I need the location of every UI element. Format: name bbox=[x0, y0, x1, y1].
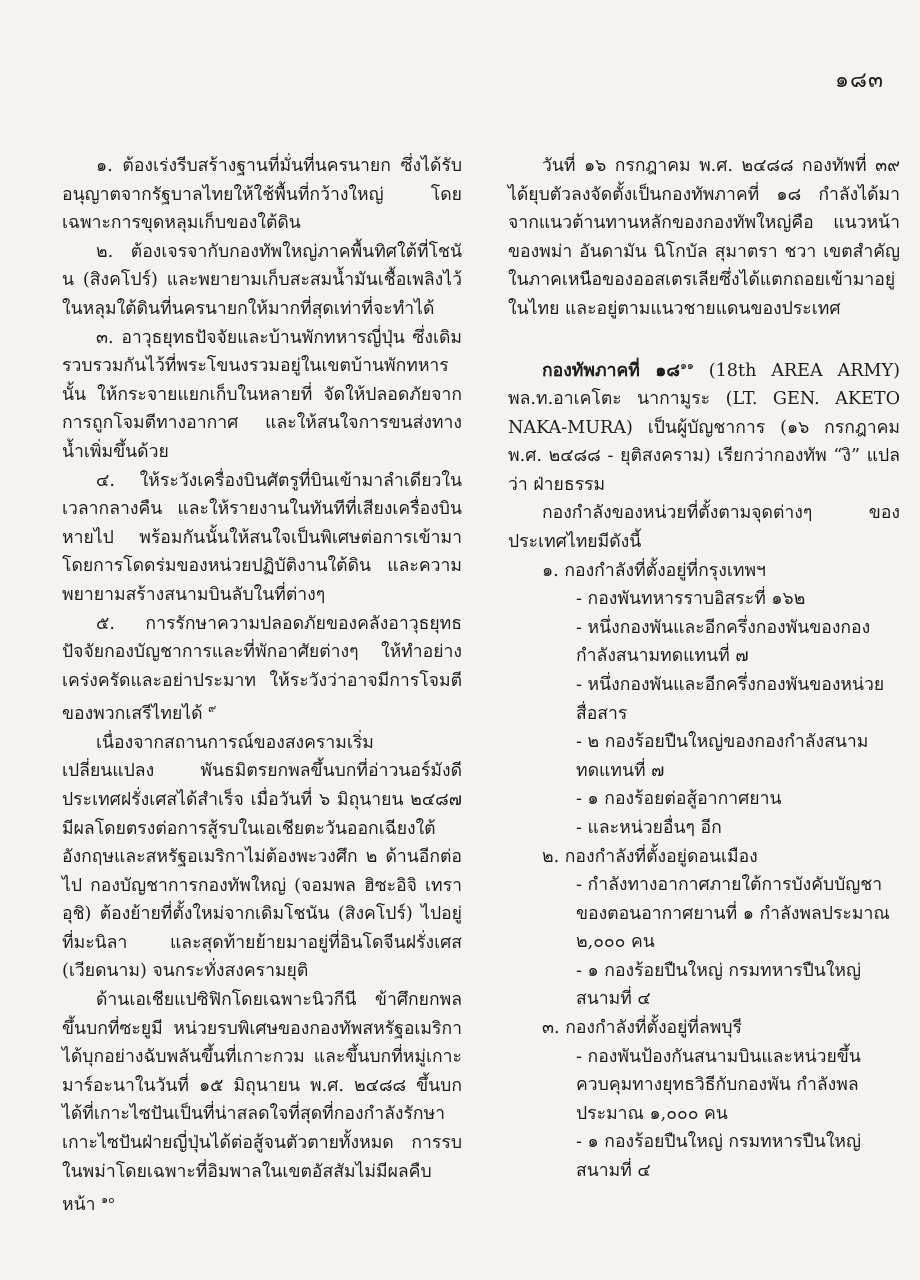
s2-item-1: - กำลังทางอากาศภายใต้การบังคับบัญชาของตอนอากาศยานที่ ๑ กำลังพลประมาณ ๒,๐๐๐ คน bbox=[576, 875, 890, 953]
list-item-5 bbox=[62, 610, 462, 729]
list-item-3: ๓. อาวุธยุทธปัจจัยและบ้านพักทหารญี่ปุ่น ซึ่งเดิมรวบรวมกันไว้ที่พระโขนงรวมอยู่ในเขตบ้านพักทหารนั้น ให้กระจายแยกเก็บในหลายที่ จัดให้ปลอดภัยจากการถูกโจมตีทางอากาศ และให้สนใจการขนส่งทางน้ำเพิ่มขึ้นด้วย bbox=[62, 327, 462, 462]
s2-item-2: - ๑ กองร้อยปืนใหญ่ กรมทหารปืนใหญ่สนามที่ ๔ bbox=[576, 960, 861, 1010]
footnote-mark-9: ๙ bbox=[208, 702, 217, 716]
section-3-title: ๓. กองกำลังที่ตั้งอยู่ที่ลพบุรี bbox=[542, 1018, 743, 1039]
section-heading: กองทัพภาคที่ ๑๘ bbox=[542, 359, 680, 381]
s1-item-5: - ๑ กองร้อยต่อสู้อากาศยาน bbox=[576, 789, 782, 810]
section-2-title: ๒. กองกำลังที่ตั้งอยู่ดอนเมือง bbox=[542, 846, 758, 867]
right-column bbox=[508, 152, 900, 1186]
s1-item-1: - กองพันทหารราบอิสระที่ ๑๖๒ bbox=[576, 589, 806, 610]
s3-item-1: - กองพันป้องกันสนามบินและหน่วยขึ้นควบคุมทางยุทธวิธีกับกองพัน กำลังพลประมาณ ๑,๐๐๐ คน bbox=[576, 1046, 861, 1124]
list-item-2: ๒. ต้องเจรจากับกองทัพใหญ่ภาคพื้นทิศใต้ที่โชนัน (สิงคโปร์) และพยายามเก็บสะสมน้ำมันเชื้อเพลิงไว้ในหลุมใต้ดินที่นครนายกให้มากที่สุดเท่าที่จะทำได้ bbox=[62, 241, 462, 319]
heading-text: (18th AREA ARMY) พล.ท.อาเคโตะ นากามูระ (LT. GEN. AKETO NAKA-MURA) เป็นผู้บัญชาการ (๑๖ กรกฎาคม พ.ศ. ๒๔๘๘ - ยุติสงคราม) เรียกว่ากองทัพ “งิ” แปลว่า ฝ่ายธรรม bbox=[508, 360, 900, 495]
list-item-1: ๑. ต้องเร่งรีบสร้างฐานที่มั่นที่นครนายก ซึ่งได้รับอนุญาตจากรัฐบาลไทยให้ใช้พื้นที่กว้างใหญ่ โดยเฉพาะการขุดหลุมเก็บของใต้ดิน bbox=[62, 156, 462, 234]
s3-item-2: - ๑ กองร้อยปืนใหญ่ กรมทหารปืนใหญ่สนามที่ ๔ bbox=[576, 1132, 861, 1182]
page-number: ๑๘๓ bbox=[835, 68, 884, 93]
spacer bbox=[508, 324, 900, 352]
body-paragraph-1: เนื่องจากสถานการณ์ของสงครามเริ่มเปลี่ยนแปลง พันธมิตรยกพลขึ้นบกที่อ่าวนอร์มังดีประเทศฝรั่งเศสได้สำเร็จ เมื่อวันที่ ๖ มิถุนายน ๒๔๘๗ มีผลโดยตรงต่อการสู้รบในเอเชียตะวันออกเฉียงใต้ อังกฤษและสหรัฐอเมริกาไม่ต้องพะวงศึก ๒ ด้านอีกต่อไป กองบัญชาการกองทัพใหญ่ (จอมพล ฮิซะอิจิ เทราอุชิ) ต้องย้ายที่ตั้งใหม่จากเดิมโชนัน (สิงคโปร์) ไปอยู่ที่มะนิลา และสุดท้ายย้ายมาอยู่ที่อินโดจีนฝรั่งเศส (เวียดนาม) จนกระทั่งสงครามยุติ bbox=[62, 732, 462, 982]
section-heading-paragraph bbox=[508, 352, 900, 500]
list-item-5-text: ๕. การรักษาความปลอดภัยของคลังอาวุธยุทธปัจจัยกองบัญชาการและที่พักอาศัยต่างๆ ให้ทำอย่างเคร่งครัดและอย่าประมาท ให้ระวังว่าอาจมีการโจมตีของพวกเสรีไทยได้ bbox=[62, 613, 462, 725]
list-item-4: ๔. ให้ระวังเครื่องบินศัตรูที่บินเข้ามาลำเดียวในเวลากลางคืน และให้รายงานในทันทีที่เสียงเครื่องบินหายไป พร้อมกันนั้นให้สนใจเป็นพิเศษต่อการเข้ามาโดยการโดดร่มของหน่วยปฏิบัติงานใต้ดิน และความพยายามสร้างสนามบินลับในที่ต่างๆ bbox=[62, 470, 462, 605]
footnote-mark-10: ๑๐ bbox=[101, 1193, 115, 1207]
s1-item-2: - หนึ่งกองพันและอีกครึ่งกองพันของกองกำลังสนามทดแทนที่ ๗ bbox=[576, 617, 871, 667]
left-column bbox=[62, 152, 462, 1220]
s1-item-4: - ๒ กองร้อยปืนใหญ่ของกองกำลังสนามทดแทนที่ ๗ bbox=[576, 732, 869, 781]
section-1-title: ๑. กองกำลังที่ตั้งอยู่ที่กรุงเทพฯ bbox=[542, 560, 766, 581]
body-paragraph-2-text: ด้านเอเชียแปซิฟิกโดยเฉพาะนิวกีนี ข้าศึกยกพลขึ้นบกที่ซะยูมี หน่วยรบพิเศษของกองทัพสหรัฐอเมริกาได้บุกอย่างฉับพลันขึ้นที่เกาะกวม และขึ้นบกที่หมู่เกาะมาร์อะนาในวันที่ ๑๕ มิถุนายน พ.ศ. ๒๔๘๘ ขึ้นบกได้ที่เกาะไซปันเป็นที่น่าสลดใจที่สุดที่กองกำลังรักษาเกาะไซปันฝ่ายญี่ปุ่นได้ต่อสู้จนตัวตายทั้งหมด การรบในพม่าโดยเฉพาะที่อิมพาลในเขตอัสสัมไม่มีผลคืบหน้า bbox=[62, 990, 462, 1216]
body-paragraph-2 bbox=[62, 986, 462, 1220]
sub-intro: กองกำลังของหน่วยที่ตั้งตามจุดต่างๆ ของประเทศไทยมีดังนี้ bbox=[508, 503, 900, 552]
footnote-mark-11: ๑๑ bbox=[679, 358, 694, 372]
s1-item-3: - หนึ่งกองพันและอีกครึ่งกองพันของหน่วยสื่อสาร bbox=[576, 674, 885, 724]
intro-paragraph: วันที่ ๑๖ กรกฎาคม พ.ศ. ๒๔๘๘ กองทัพที่ ๓๙ ได้ยุบตัวลงจัดตั้งเป็นกองทัพภาคที่ ๑๘ กำลังได้มาจากแนวต้านทานหลักของกองทัพใหญ่คือ แนวหน้าของพม่า อันดามัน นิโกบัล สุมาตรา ชวา เขตสำคัญในภาคเหนือของออสเตรเลียซึ่งได้แตกถอยเข้ามาอยู่ในไทย และอยู่ตามแนวชายแดนของประเทศ bbox=[508, 156, 900, 319]
s1-item-6: - และหน่วยอื่นๆ อีก bbox=[576, 817, 722, 838]
